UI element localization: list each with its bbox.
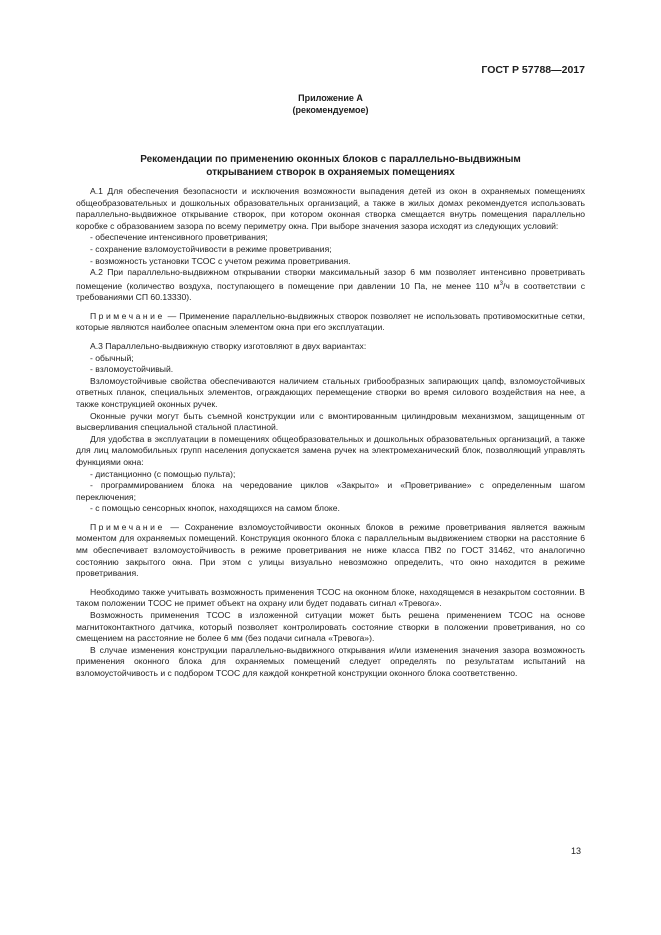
list-item: - взломоустойчивый. <box>90 364 174 375</box>
paragraph-tsos: Необходимо также учитывать возможность применения ТСОС на оконном блоке, находящемся в незакрытом состоянии. В таком положении ТСОС не примет объект на охрану или будет подавать сигнал «Тревога». <box>76 586 585 609</box>
appendix-title: Приложение А <box>298 93 363 103</box>
document-standard-header: ГОСТ Р 57788—2017 <box>481 64 585 76</box>
paragraph-a1: А.1 Для обеспечения безопасности и исключения возможности выпадения детей из окон в охраняемых помещениях общеобразовательных и дошкольных образовательных организаций, а также в жилых домах рекомендуется использовать параллельно-выдвижное открывание створок, при котором оконная створка смещается внутрь помещения параллельно коробке с образованием зазора по всему периметру окна. При выборе значения зазора исходят из следующих условий: <box>76 186 585 231</box>
note-1-label: Примечание <box>90 310 165 321</box>
paragraph-solution: Возможность применения ТСОС в изложенной ситуации может быть решена применением ТСОС на основе магнитоконтактного датчика, который позволяет контролировать состояние створки в положении проветривания, но со смещением на расстояние не более 6 мм (без подачи сигнала «Тревога»). <box>76 610 585 644</box>
appendix-subtitle: (рекомендуемое) <box>292 105 369 115</box>
appendix-heading <box>0 92 661 116</box>
section-title <box>76 154 585 179</box>
list-item: - дистанционно (с помощью пульта); <box>90 468 236 479</box>
note-2 <box>76 522 585 580</box>
paragraph-handles: Оконные ручки могут быть съемной конструкции или с вмонтированным цилиндровым механизмом, защищенным от высверливания специальной стальной пластиной. <box>76 410 585 433</box>
note-1 <box>76 311 585 334</box>
section-title-line-2: открыванием створок в охраняемых помещениях <box>206 166 455 178</box>
page-number: 13 <box>570 846 581 856</box>
list-item: - с помощью сенсорных кнопок, находящихся на самом блоке. <box>90 503 340 514</box>
list-item: - возможность установки ТСОС с учетом режима проветривания. <box>90 255 351 266</box>
paragraph-a2-text-after: /ч в соответствии с требованиями СП 60.13330). <box>76 280 585 303</box>
paragraph-a2 <box>76 267 585 304</box>
section-title-line-1: Рекомендации по применению оконных блоков с параллельно-выдвижным <box>140 154 521 165</box>
list-item: - программированием блока на чередование циклов «Закрыто» и «Проветривание» с определенным шагом переключения; <box>76 480 585 502</box>
document-body <box>76 186 585 680</box>
paragraph-convenience: Для удобства в эксплуатации в помещениях общеобразовательных и дошкольных образовательных организаций, а также для лиц маломобильных групп населения допускается замена ручек на электромеханический блок, позволяющий управлять функциями окна: <box>76 433 585 467</box>
superscript-3: 3 <box>499 280 503 287</box>
paragraph-a3: А.3 Параллельно-выдвижную створку изготовляют в двух вариантах: <box>90 340 367 351</box>
note-1-text: — Применение параллельно-выдвижных створок позволяет не использовать противомоскитные сетки, которые являются наиболее опасным элементом окна при его эксплуатации. <box>76 310 585 333</box>
paragraph-burglar: Взломоустойчивые свойства обеспечиваются наличием стальных грибообразных запирающих цапф, взломоустойчивых ответных планок, специальных элементов, ограждающих перемещение створки во время силового воздействия на нее, а также конструкцией оконных ручек. <box>76 375 585 409</box>
note-2-text: — Сохранение взломоустойчивости оконных блоков в режиме проветривания является важным моментом для охраняемых помещений. Конструкция оконного блока с параллельным выдвижением створки на расстояние 6 мм обеспечивает взломоустойчивость в режиме проветривания не ниже класса ПВ2 по ГОСТ 31462, что аналогично состоянию закрытого окна. При этом с улицы визуально невозможно определить, что окно находится в режиме проветривания. <box>76 521 585 579</box>
paragraph-change: В случае изменения конструкции параллельно-выдвижного открывания и/или изменения значения зазора возможность применения оконного блока для охраняемых помещений следует определять по результатам испытаний на взломоустойчивость и с подбором ТСОС для каждой конкретной конструкции оконного блока соответственно. <box>76 644 585 679</box>
list-item: - обеспечение интенсивного проветривания; <box>90 232 268 243</box>
paragraph-a2-text-before: А.2 При параллельно-выдвижном открывании створки максимальный зазор 6 мм позволяет интенсивно проветривать помещение (количество воздуха, поступающего в помещение при давлении 10 Па, не менее 110 м <box>76 267 585 291</box>
list-item: - сохранение взломоустойчивости в режиме проветривания; <box>90 243 332 254</box>
note-2-label: Примечание <box>90 521 165 532</box>
list-item: - обычный; <box>90 352 134 363</box>
